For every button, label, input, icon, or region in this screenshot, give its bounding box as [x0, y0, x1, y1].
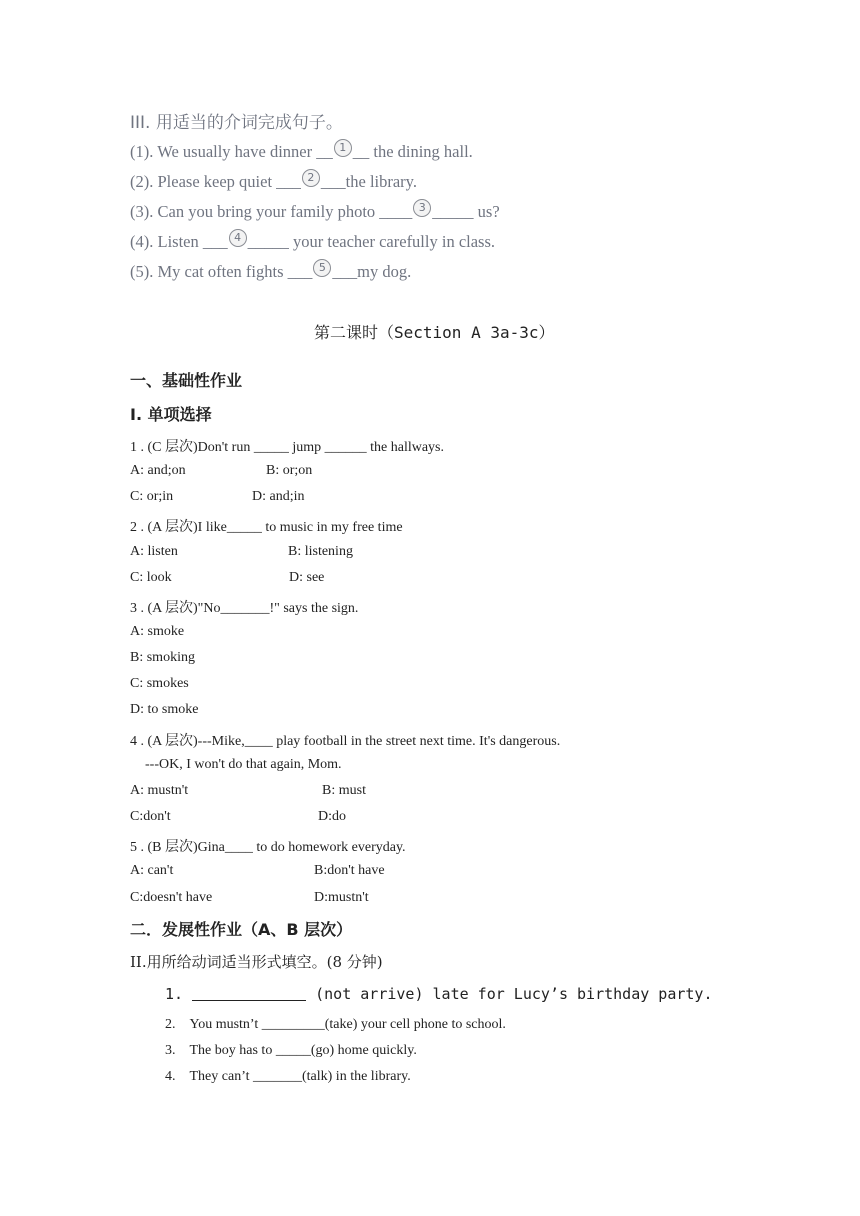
lesson-title: 第二课时（Section A 3a-3c） — [314, 323, 555, 342]
q1-stem: 1 . (C 层次)Don't run _____ jump ______ the hallways. — [130, 440, 444, 455]
item-text: They can’t _______(talk) in the library. — [189, 1069, 411, 1084]
q1-option-d: D: and;in — [252, 489, 305, 504]
part2-heading: 二．发展性作业（A、B 层次） — [130, 920, 353, 939]
q3-stem: 3 . (A 层次)"No_______!" says the sign. — [130, 601, 359, 616]
item-5-after: ___my dog. — [332, 262, 412, 281]
q2-stem: 2 . (A 层次)I like_____ to music in my free time — [130, 520, 403, 535]
answer-blank — [192, 986, 306, 1001]
part2-item-2 — [165, 1017, 506, 1033]
item-number: 3. — [165, 1043, 176, 1058]
q3-option-b: B: smoking — [130, 650, 195, 665]
q5-option-c: C:doesn't have — [130, 890, 213, 905]
item-text: You mustn’t _________(take) your cell phone to school. — [189, 1017, 506, 1032]
q5-option-d: D:mustn't — [314, 890, 369, 905]
item-2-after: ___the library. — [320, 172, 417, 191]
item-4-after: _____ your teacher carefully in class. — [247, 232, 496, 251]
q1-option-a: A: and;on — [130, 463, 186, 478]
q5-stem: 5 . (B 层次)Gina____ to do homework everyday. — [130, 840, 406, 855]
item-3-before: (3). Can you bring your family photo ____ — [130, 202, 413, 221]
circled-number-4: 4 — [229, 229, 247, 247]
q4-option-a: A: mustn't — [130, 783, 189, 798]
q1-option-b: B: or;on — [266, 463, 313, 478]
q5-option-a: A: can't — [130, 863, 174, 878]
q2-option-b: B: listening — [288, 544, 353, 559]
item-text: (not arrive) late for Lucy’s birthday party. — [306, 985, 713, 1003]
q3-option-a: A: smoke — [130, 624, 185, 639]
part1-heading: 一、基础性作业 — [130, 371, 243, 390]
part2-subheading: II.用所给动词适当形式填空。(8 分钟) — [130, 953, 383, 971]
item-2-before: (2). Please keep quiet ___ — [130, 172, 301, 191]
item-4-before: (4). Listen ___ — [130, 232, 228, 251]
item-1-before: (1). We usually have dinner __ — [130, 142, 333, 161]
item-number: 1. — [165, 985, 184, 1003]
part1-subheading: I. 单项选择 — [130, 405, 212, 424]
section3-item-1 — [130, 139, 473, 162]
section3-item-2 — [130, 169, 417, 192]
q4-option-d: D:do — [318, 809, 346, 824]
q4-option-c: C:don't — [130, 809, 171, 824]
part2-item-4 — [165, 1069, 411, 1085]
q4-stem: 4 . (A 层次)---Mike,____ play football in the street next time. It's dangerous. — [130, 734, 561, 749]
q2-option-c: C: look — [130, 570, 172, 585]
section3-item-4 — [130, 229, 495, 252]
q3-option-d: D: to smoke — [130, 702, 199, 717]
item-1-after: __ the dining hall. — [352, 142, 473, 161]
item-number: 4. — [165, 1069, 176, 1084]
q2-option-a: A: listen — [130, 544, 178, 559]
item-number: 2. — [165, 1017, 176, 1032]
section3-heading: III. 用适当的介词完成句子。 — [130, 113, 343, 133]
q4-option-b: B: must — [322, 783, 366, 798]
circled-number-5: 5 — [313, 259, 331, 277]
part2-item-1 — [165, 985, 712, 1003]
q2-option-d: D: see — [289, 570, 325, 585]
item-3-after: _____ us? — [432, 202, 500, 221]
circled-number-1: 1 — [334, 139, 352, 157]
circled-number-2: 2 — [302, 169, 320, 187]
item-text: The boy has to _____(go) home quickly. — [189, 1043, 417, 1058]
circled-number-3: 3 — [413, 199, 431, 217]
section3-item-5 — [130, 259, 411, 282]
q1-option-c: C: or;in — [130, 489, 174, 504]
q5-option-b: B:don't have — [314, 863, 385, 878]
part2-item-3 — [165, 1043, 417, 1059]
section3-item-3 — [130, 199, 500, 222]
item-5-before: (5). My cat often fights ___ — [130, 262, 313, 281]
q4-stem-reply: ---OK, I won't do that again, Mom. — [145, 757, 342, 772]
q3-option-c: C: smokes — [130, 676, 189, 691]
